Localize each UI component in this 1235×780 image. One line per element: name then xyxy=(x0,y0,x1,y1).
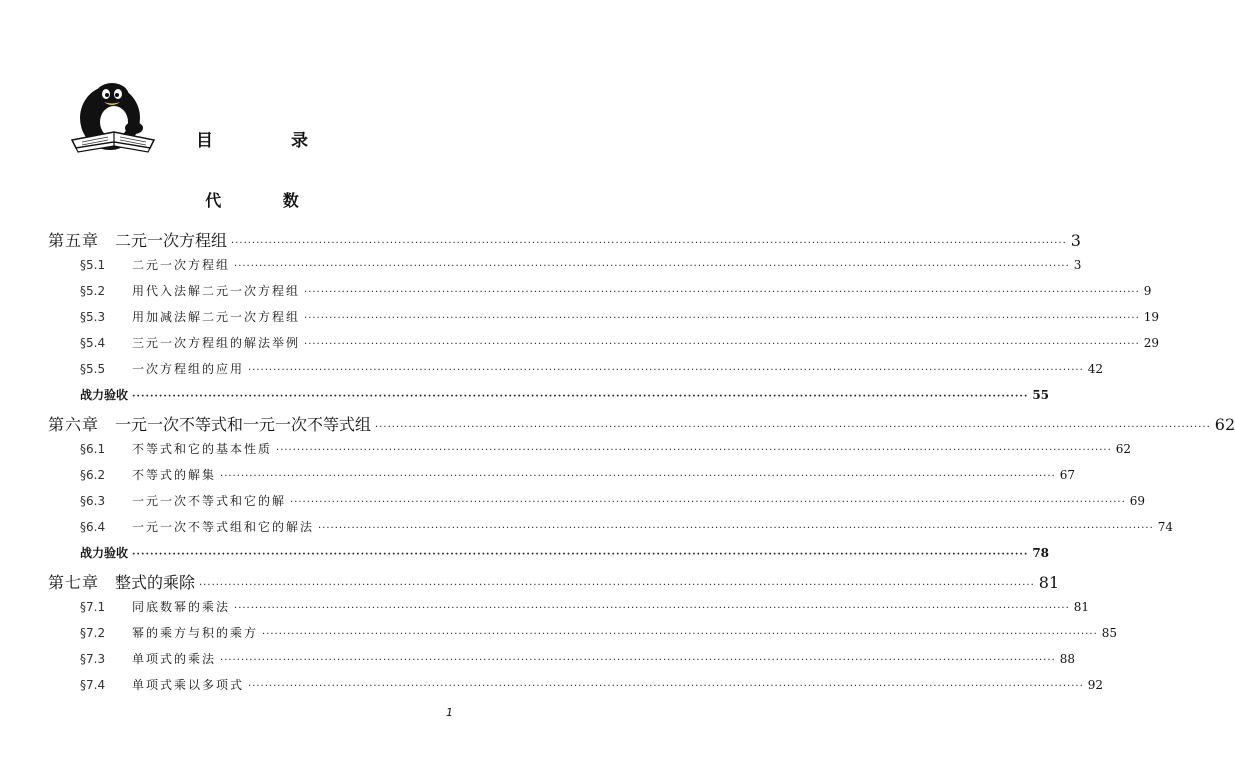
dot-leader: ········································································································································································································ xyxy=(276,445,1112,456)
toc-entry-text: 同底数幂的乘法 xyxy=(132,600,231,614)
toc-entry-page: 42 xyxy=(1087,362,1104,376)
toc-entry-page: 74 xyxy=(1157,520,1174,534)
toc-entry-text: 一元一次不等式组和它的解法 xyxy=(132,520,315,534)
toc-entry-text: 不等式和它的基本性质 xyxy=(132,442,273,456)
toc-entry-page: 67 xyxy=(1059,468,1076,482)
toc-entry-title xyxy=(80,598,230,615)
toc-section-row xyxy=(80,466,1076,483)
toc-entry-number: §5.5 xyxy=(80,362,106,376)
dot-leader: ········································································································································································································ xyxy=(231,238,1067,249)
section-heading: 代 数 xyxy=(205,191,327,210)
toc-chapter-row xyxy=(48,228,1081,251)
toc-entry-page: 3 xyxy=(1073,258,1082,272)
toc-entry-number: §6.1 xyxy=(80,442,106,456)
toc-entry-page: 29 xyxy=(1143,336,1160,350)
toc-entry-text: 战力验收 xyxy=(80,546,129,560)
toc-entry-number: §5.3 xyxy=(80,310,106,324)
penguin-reading-logo xyxy=(70,78,156,170)
toc-entry-title xyxy=(80,256,230,273)
dot-leader: ········································································································································································································ xyxy=(220,655,1056,666)
toc-review-row xyxy=(80,386,1050,403)
page-number: 1 xyxy=(446,706,453,719)
toc-entry-title xyxy=(48,570,195,593)
page-title: 目 录 xyxy=(196,131,344,151)
dot-leader: ········································································································································································································ xyxy=(234,261,1070,272)
dot-leader: ········································································································································································································ xyxy=(132,549,1029,560)
toc-entry-title xyxy=(80,360,244,377)
toc-entry-title xyxy=(80,544,128,561)
toc-entry-number: §5.2 xyxy=(80,284,106,298)
toc-entry-text: 二元一次方程组 xyxy=(115,231,228,250)
toc-entry-page: 81 xyxy=(1038,573,1060,592)
dot-leader: ········································································································································································································ xyxy=(304,287,1140,298)
toc-entry-page: 81 xyxy=(1073,600,1090,614)
toc-entry-title xyxy=(80,650,216,667)
toc-entry-number: §7.4 xyxy=(80,678,106,692)
dot-leader: ········································································································································································································ xyxy=(132,391,1029,402)
toc-entry-text: 用代入法解二元一次方程组 xyxy=(132,284,301,298)
dot-leader: ········································································································································································································ xyxy=(262,629,1098,640)
toc-entry-number: §7.3 xyxy=(80,652,106,666)
toc-entry-text: 一元一次不等式和一元一次不等式组 xyxy=(115,415,372,434)
toc-entry-text: 不等式的解集 xyxy=(132,468,217,482)
toc-entry-page: 92 xyxy=(1087,678,1104,692)
toc-entry-title xyxy=(48,412,371,435)
toc-entry-page: 85 xyxy=(1101,626,1118,640)
toc-entry-number: §6.2 xyxy=(80,468,106,482)
toc-section-row xyxy=(80,598,1090,615)
toc-section-row xyxy=(80,518,1174,535)
toc-entry-title xyxy=(80,466,216,483)
toc-review-row xyxy=(80,544,1050,561)
toc-entry-number: 第六章 xyxy=(48,415,100,434)
toc-section-row xyxy=(80,308,1160,325)
toc-entry-title xyxy=(80,676,244,693)
toc-entry-number: 第五章 xyxy=(48,231,100,250)
dot-leader: ········································································································································································································ xyxy=(248,365,1084,376)
toc-section-row xyxy=(80,256,1082,273)
dot-leader: ········································································································································································································ xyxy=(248,681,1084,692)
toc-chapter-row xyxy=(48,412,1235,435)
toc-entry-text: 单项式乘以多项式 xyxy=(132,678,245,692)
dot-leader: ········································································································································································································ xyxy=(375,422,1211,433)
toc-entry-number: §7.2 xyxy=(80,626,106,640)
toc-entry-title xyxy=(80,492,286,509)
dot-leader: ········································································································································································································ xyxy=(304,313,1140,324)
toc-section-row xyxy=(80,676,1104,693)
toc-chapter-row xyxy=(48,570,1060,593)
toc-section-row xyxy=(80,650,1076,667)
toc-entry-title xyxy=(80,334,300,351)
toc-entry-text: 战力验收 xyxy=(80,388,129,402)
toc-section-row xyxy=(80,360,1104,377)
toc-entry-page: 9 xyxy=(1143,284,1152,298)
toc-entry-title xyxy=(80,624,258,641)
toc-entry-page: 55 xyxy=(1032,388,1050,402)
toc-entry-page: 78 xyxy=(1032,546,1050,560)
toc-entry-page: 88 xyxy=(1059,652,1076,666)
toc-entry-text: 一次方程组的应用 xyxy=(132,362,245,376)
toc-entry-title xyxy=(48,228,227,251)
dot-leader: ········································································································································································································ xyxy=(290,497,1126,508)
toc-entry-page: 3 xyxy=(1070,231,1081,250)
toc-entry-number: §7.1 xyxy=(80,600,106,614)
dot-leader: ········································································································································································································ xyxy=(234,603,1070,614)
toc-entry-page: 62 xyxy=(1115,442,1132,456)
toc-entry-page: 62 xyxy=(1214,415,1235,434)
toc-entry-title xyxy=(80,440,272,457)
toc-entry-title xyxy=(80,308,300,325)
toc-entry-number: §6.4 xyxy=(80,520,106,534)
toc-entry-text: 二元一次方程组 xyxy=(132,258,231,272)
toc-entry-number: §5.1 xyxy=(80,258,106,272)
toc-section-row xyxy=(80,282,1152,299)
toc-section-row xyxy=(80,624,1118,641)
toc-entry-title xyxy=(80,282,300,299)
toc-entry-text: 三元一次方程组的解法举例 xyxy=(132,336,301,350)
toc-section-row xyxy=(80,440,1132,457)
toc-entry-text: 单项式的乘法 xyxy=(132,652,217,666)
toc-entry-page: 69 xyxy=(1129,494,1146,508)
dot-leader: ········································································································································································································ xyxy=(304,339,1140,350)
dot-leader: ········································································································································································································ xyxy=(220,471,1056,482)
toc-entry-text: 整式的乘除 xyxy=(115,573,196,592)
toc-entry-title xyxy=(80,518,314,535)
dot-leader: ········································································································································································································ xyxy=(318,523,1154,534)
toc-entry-title xyxy=(80,386,128,403)
toc-entry-text: 用加减法解二元一次方程组 xyxy=(132,310,301,324)
toc-entry-number: §6.3 xyxy=(80,494,106,508)
toc-entry-text: 一元一次不等式和它的解 xyxy=(132,494,287,508)
toc-entry-page: 19 xyxy=(1143,310,1160,324)
toc-section-row xyxy=(80,492,1146,509)
toc-entry-number: 第七章 xyxy=(48,573,100,592)
toc-section-row xyxy=(80,334,1160,351)
toc-entry-number: §5.4 xyxy=(80,336,106,350)
dot-leader: ········································································································································································································ xyxy=(199,580,1035,591)
toc-entry-text: 幂的乘方与积的乘方 xyxy=(132,626,259,640)
